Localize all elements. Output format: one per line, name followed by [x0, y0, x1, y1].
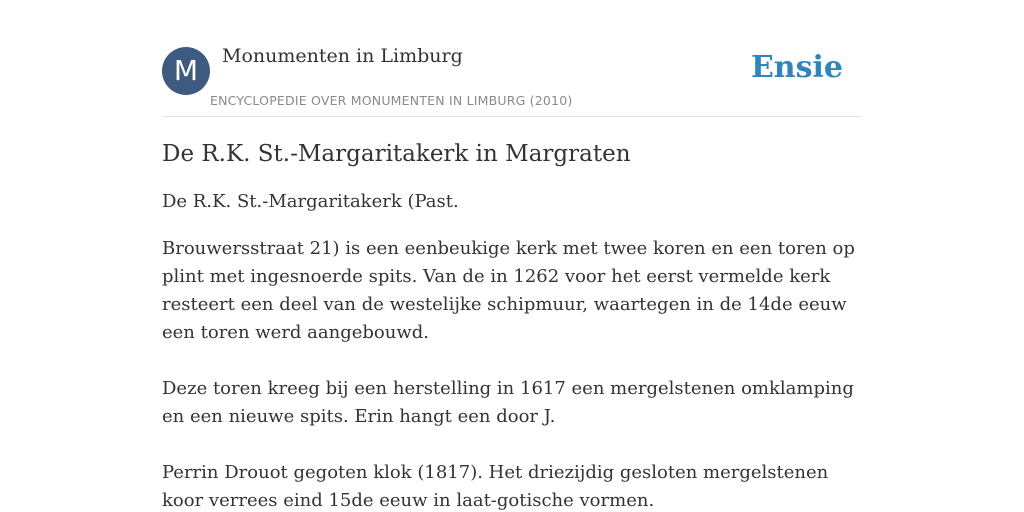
source-avatar[interactable]: M	[162, 47, 210, 95]
article-paragraph-3: Perrin Drouot gegoten klok (1817). Het driezijdig gesloten mergelstenen koor verrees eind 15de eeuw in laat-gotische vormen.	[162, 462, 829, 511]
article-paragraph-1: Brouwersstraat 21) is een eenbeukige kerk met twee koren en een toren op plint met ingesnoerde spits. Van de in 1262 voor het eerst vermelde kerk resteert een deel van de westelijke schipmuur, waartegen in de 14de eeuw een toren werd aangebouwd.	[162, 238, 855, 343]
source-subtitle: ENCYCLOPEDIE OVER MONUMENTEN IN LIMBURG (2010)	[210, 93, 573, 108]
article-lead: De R.K. St.-Margaritakerk (Past.	[162, 191, 459, 212]
source-title-link[interactable]: Monumenten in Limburg	[222, 45, 463, 67]
article-title: De R.K. St.-Margaritakerk in Margraten	[162, 141, 631, 167]
article-content	[162, 138, 862, 512]
source-header	[162, 0, 862, 117]
article-paragraph-2: Deze toren kreeg bij een herstelling in 1617 een mergelstenen omklamping en een nieuwe spits. Erin hangt een door J.	[162, 378, 854, 427]
ensie-logo[interactable]: Ensie	[750, 50, 843, 85]
